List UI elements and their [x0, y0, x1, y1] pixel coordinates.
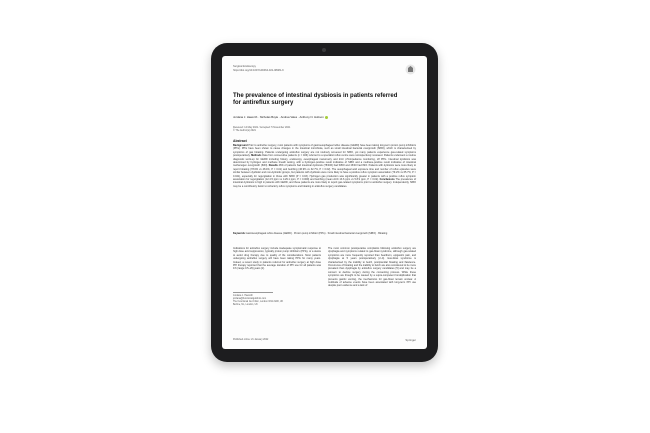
- article-authors: Jordana J. Haworth · Nicholas Boyle · Andrea Vales · Anthony N. Hobson: [233, 115, 413, 119]
- article-title: The prevalence of intestinal dysbiosis in patients referred for antireflux surgery: [233, 93, 398, 106]
- abstract-heading: Abstract: [233, 139, 247, 143]
- orcid-icon[interactable]: [325, 116, 328, 119]
- published-date: Published online: 21 January 2022: [233, 339, 269, 341]
- journal-header: [233, 65, 383, 72]
- body-left-column: Indications for antireflux surgery include inadequate symptomatic response to high dose acid suppression, typically proton pump inhibitors (PPIs), or a desire to avoid drug therapy due to quality of life considerations. Most patients undergoing antireflux surgery will have been taking PPIs for many years. Indeed, a recent study in patients referred for antireflux surgery at high dose PPI therapy reported that the average duration of PPI use for all patients was 9.6 (range 0.5–26) years [1].: [233, 247, 321, 271]
- footnotes: Jordana J. Haworth jordana@functionalgutclinic.com The Functional Gut Clinic, London W1G 8AR, UK BeOne, NL, London, UK: [233, 295, 284, 307]
- journal-name: Surgical Endoscopy: [233, 65, 256, 68]
- camera-dot: [322, 48, 326, 52]
- body-right-column: The most common postoperative complaints following antireflux surgery are dysphagia and symptoms related to gas-bloat syndrome, although gas-related symptoms are more frequently reported than heartburn, epigastric pain, and dysphagia at 5 years postoperatively [2–4]. Gas-bloat syndrome is characterised by the inability to belch, postprandial bloating and flatulence. Occurrence of bloating and the inability to belch are also considered to be more prevalent than dysphagia by antireflux surgery candidates [5] and may be a concern to decline surgery during the consenting process. While these symptoms are thought to be caused by a supra-competent fundoplication that prevents gastric venting, the mechanisms for gas-bloat remain unclear. A multitude of adverse events have been associated with long-term PPI use despite poor evidence and a lack of: [328, 247, 416, 288]
- pdf-page[interactable]: [222, 56, 427, 349]
- abstract-body: Background Prior to antireflux surgery, most patients with symptoms of gastroesophageal reflux disease (GERD) have been taking long-term proton pump inhibitors (PPIs). PPIs have been shown to cause changes in the intestinal microbiota, such as small intestinal bacterial overgrowth (SIBO), which is characterised by symptoms of gas bloating. Patients undergoing antireflux surgery are not routinely screened for SIBO, yet many patients experience gas-related symptoms postoperatively. Methods Data from consecutive patients (n = 406) referred to a specialist reflux centre were retrospectively reviewed. Patients underwent a routine diagnostic work-up for GERD including history, endoscopy, oesophageal manometry and 24-h pH-impedance monitoring, off PPIs. Intestinal dysbiosis was determined by hydrogen and methane breath testing, with a hydrogen-positive result indicative of SIBO and a methane-positive result indicative of intestinal methanogen overgrowth (IMO). Results 46% of patients had intestinal dysbiosis (78/406) had SIBO and 15/40 had IMO. Patients with dysbiosis were more likely to report bloating (78.6% vs 48.4%, P = 0.01) and belching (46.9% vs 32.7%, P = 0.02). The oesophageal acid exposure time and number of reflux episodes were similar between dysbiotic and non-dysbiotic groups, but patients with dysbiosis were more likely to have a positive reflux symptom association (79.2% vs 65.7%, P = 0.041), especially for regurgitation in those with SIBO (P = 0.03). Hydrogen gas production was significantly greater in patients with a positive reflux symptom association for regurgitation (12.4.5 ppm vs 4.29.1 ppm, P = 0.009) and belching (mean AUC 13.6 ppm vs 5.8.9 ppm, P = 0.02). Conclusions The prevalence of intestinal dysbiosis is high in patients with GERD, and these patients are more likely to report gas-related symptoms prior to antireflux surgery. Independently, SIBO may be a contributory factor to refractory reflux symptoms and bloating in antireflux surgery candidates.: [233, 144, 417, 188]
- journal-doi[interactable]: https://doi.org/10.1007/s00464-021-08481-9: [233, 68, 284, 72]
- keywords: Keywords Gastroesophageal reflux disease (GERD) · Proton pump inhibitor (PPIs) · Small intestinal bacterial overgrowth (SIBO) · Bloating: [233, 232, 388, 235]
- tablet-device: [211, 43, 438, 362]
- crossmark-icon[interactable]: [405, 64, 416, 75]
- footnote-divider: [233, 292, 273, 293]
- publisher-logo: Springer: [405, 338, 416, 342]
- received-info: Received: 14 May 2021 / Accepted: 5 November 2021 © The Author(s) 2021: [233, 126, 291, 133]
